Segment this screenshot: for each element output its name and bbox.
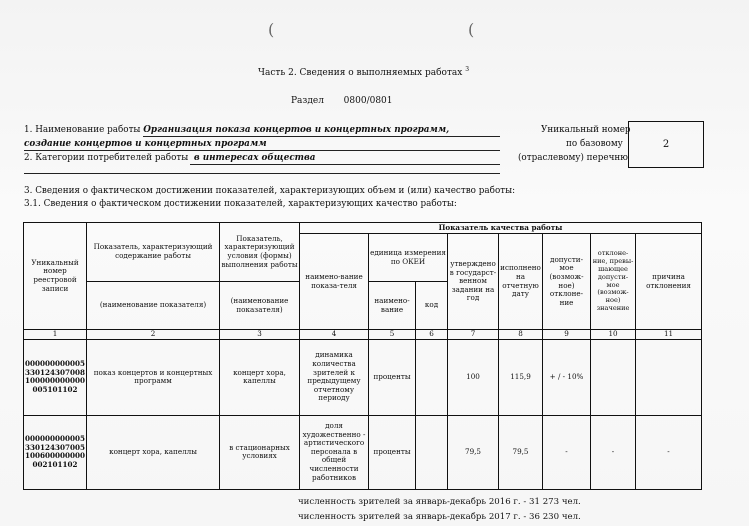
underline [190,164,500,165]
row-allowed: - [543,415,591,489]
row-done: 115,9 [499,339,543,415]
row-okei [416,339,448,415]
row-okei [416,415,448,489]
binder-hole-mark-right: ( [468,20,475,39]
work-name-continued: создание концертов и концертных программ [24,139,267,149]
row-approved: 79,5 [448,415,499,489]
underline [143,136,500,137]
header-conditions-sub: (наименование показателя) [220,282,300,330]
part-title: Часть 2. Сведения о выполняемых работах $^3$ [258,66,470,78]
row-unique-number: 000000000005 330124307008 100000000000 005101102 [24,339,87,415]
row-content: показ концертов и концертных программ [87,339,220,415]
unique-number-label-3: (отраслевому) перечню [518,153,628,163]
footnote-2017: численность зрителей за январь-декабрь 2017 г. - 36 230 чел. [298,512,581,522]
column-number: 6 [416,330,448,340]
header-unit-code: код [416,282,448,330]
consumer-category-line: 2. Категории потребителей работы в интересах общества [24,153,316,163]
column-number: 7 [448,330,499,340]
header-allowed: допусти-мое (возмож-ное) отклоне-ние [543,234,591,330]
underline [24,173,500,174]
row-reason [636,339,702,415]
underline [24,150,500,151]
column-number: 1 [24,330,87,340]
column-number: 4 [300,330,369,340]
header-quality: Показатель качества работы [300,223,702,234]
column-number: 8 [499,330,543,340]
header-content-sub: (наименование показателя) [87,282,220,330]
section3-sub: 3.1. Сведения о фактическом достижении показателей, характеризующих качество работы: [24,199,457,209]
row-unique-number: 000000000005 330124307005 100600000000 002101102 [24,415,87,489]
row-exceed: - [591,415,636,489]
header-indicator-name: наимено-вание показа-теля [300,234,369,330]
header-content: Показатель, характеризующий содержание работы [87,223,220,282]
header-reason: причина отклонения [636,234,702,330]
column-number: 11 [636,330,702,340]
footnote-ref: 3 [465,66,470,73]
header-unique-number: Уникальный номер реестровой записи [24,223,87,330]
header-unit-name: наимено-вание [369,282,416,330]
column-number: 10 [591,330,636,340]
unique-number-box [628,121,704,168]
section-line [291,96,393,106]
row-conditions: в стационарных условиях [220,415,300,489]
unique-number-label-1: Уникальный номер [541,125,631,135]
quality-table [23,222,702,490]
row-unit: проценты [369,415,416,489]
footnote-2016: численность зрителей за январь-декабрь 2016 г. - 31 273 чел. [298,497,581,507]
row-approved: 100 [448,339,499,415]
row-indicator: динамика количества зрителей к предыдущему отчетному периоду [300,339,369,415]
binder-hole-mark-left: ( [268,20,275,39]
header-exceed: отклоне-ние, превы-шающее допусти-мое (возмож-ное) значение [591,234,636,330]
row-done: 79,5 [499,415,543,489]
table-row [24,415,702,489]
section3-heading: 3. Сведения о фактическом достижении показателей, характеризующих объем и (или) качество работы: [24,186,516,196]
column-number: 9 [543,330,591,340]
table-row [24,339,702,415]
row-content: концерт хора, капеллы [87,415,220,489]
row-reason: - [636,415,702,489]
header-unit: единица измерения по ОКЕИ [369,234,448,282]
header-approved: утверждено в государст-венном задании на год [448,234,499,330]
column-number: 3 [220,330,300,340]
column-number-row [24,330,702,340]
header-done: исполнено на отчетную дату [499,234,543,330]
row-unit: проценты [369,339,416,415]
work-name-value: Организация показа концертов и концертных программ, [143,125,450,135]
section-code: 0800/0801 [343,96,393,106]
column-number: 2 [87,330,220,340]
row-allowed: + / - 10% [543,339,591,415]
consumer-category-value: в интересах общества [193,153,316,163]
column-number: 5 [369,330,416,340]
section-label: Раздел [291,96,324,106]
header-conditions: Показатель, характеризующий условия (формы) выполнения работы [220,223,300,282]
row-exceed [591,339,636,415]
row-indicator: доля художественно - артистического персонала в общей численности работников [300,415,369,489]
unique-number-label-2: по базовому [566,139,623,149]
unique-number-value: 2 [662,139,670,150]
row-conditions: концерт хора, капеллы [220,339,300,415]
work-name-line: 1. Наименование работы Организация показа концертов и концертных программ, [24,125,450,135]
